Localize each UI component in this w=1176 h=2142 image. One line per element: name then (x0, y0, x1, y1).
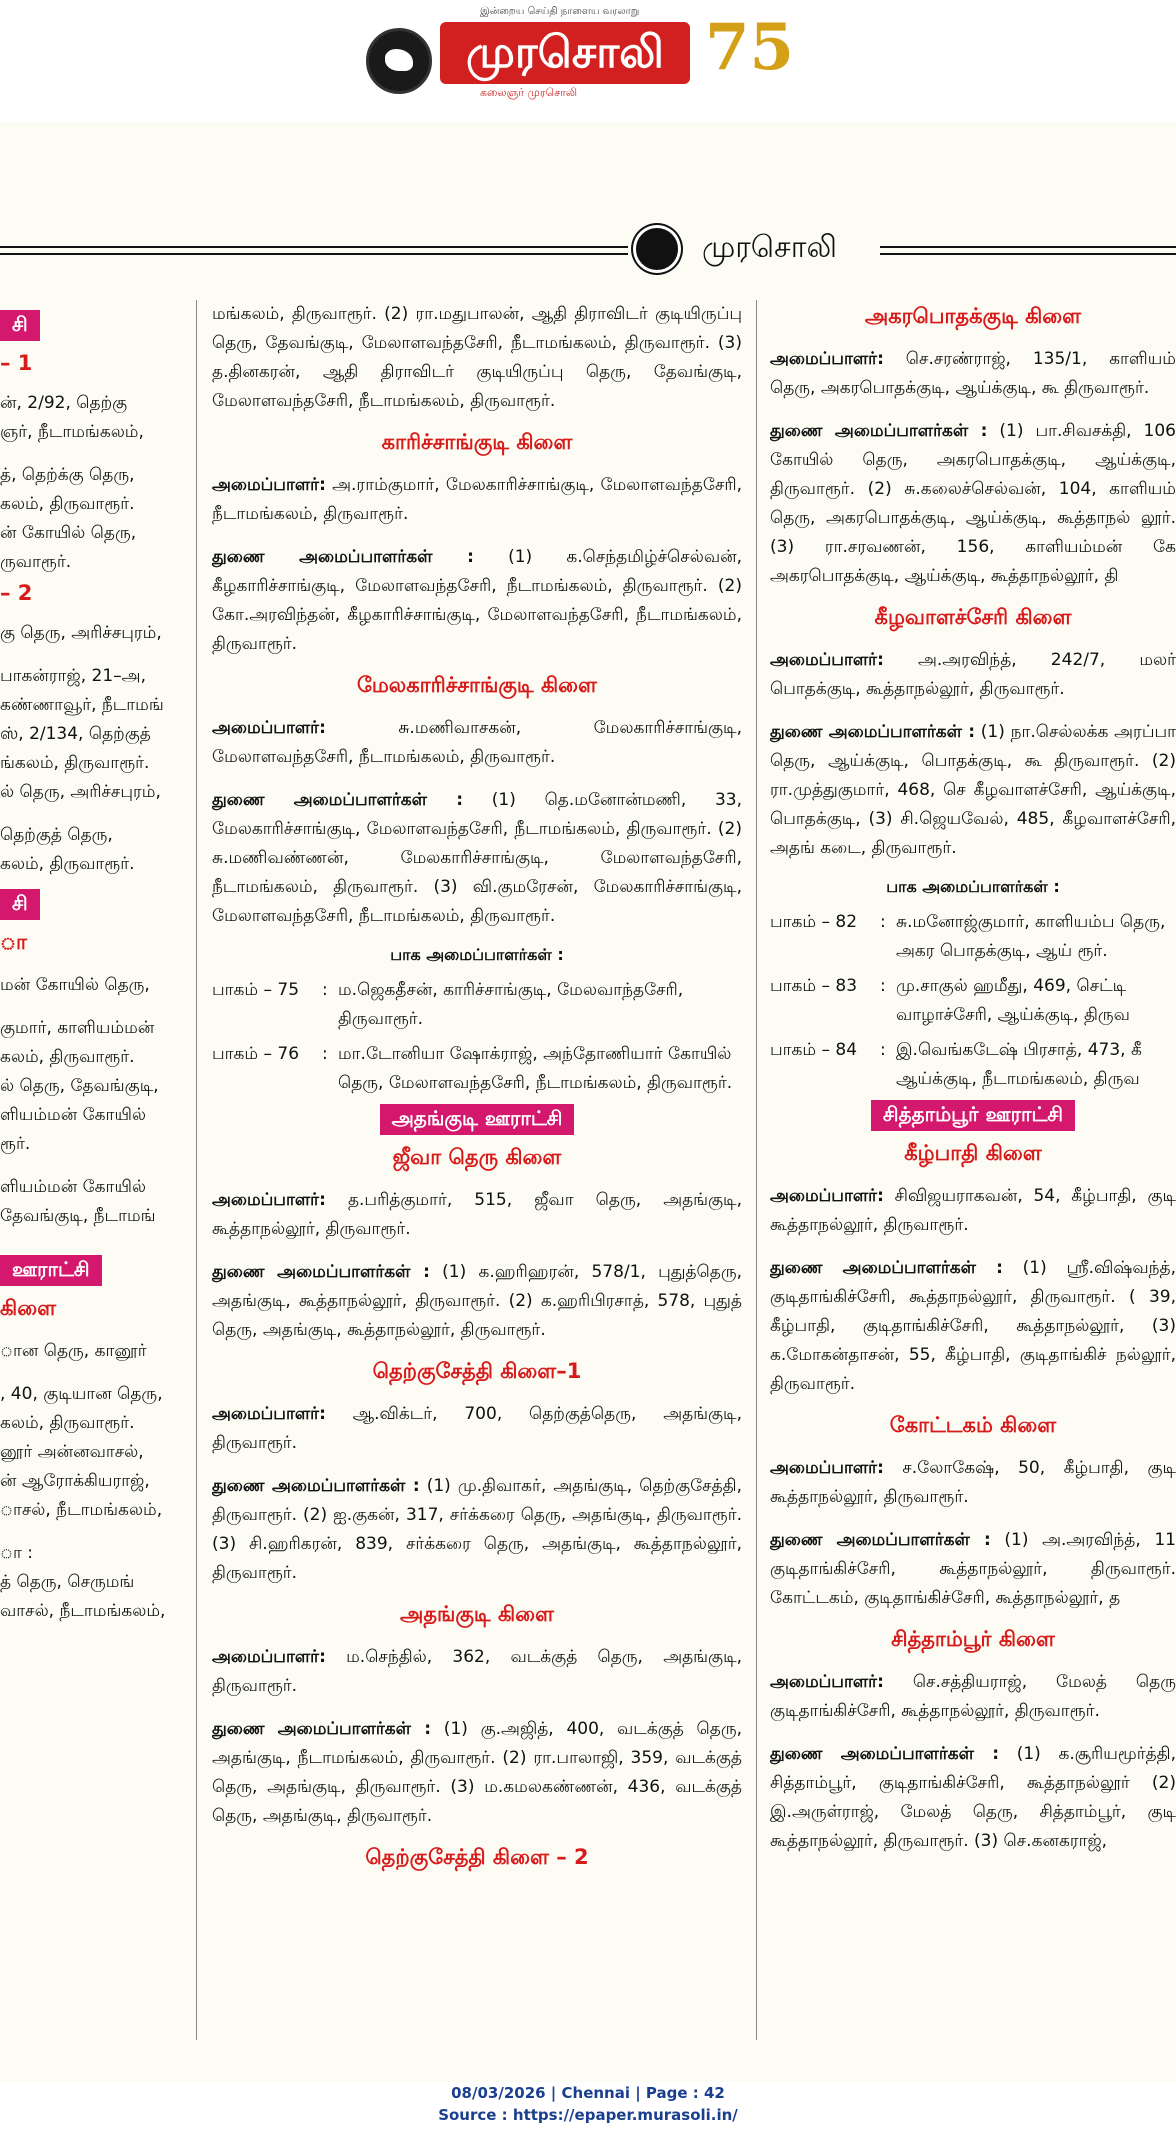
text-fragment: ா : (0, 1543, 33, 1563)
paragraph (212, 1472, 742, 1588)
label: அமைப்பாளர்: (212, 475, 326, 495)
branch-heading: தெற்குசேத்தி கிளை–1 (372, 1359, 582, 1383)
section-rule-right (880, 246, 1176, 255)
text-fragment: கலம், திருவாரூர். (0, 1047, 135, 1067)
paragraph (212, 1643, 742, 1701)
paragraph (770, 718, 1176, 863)
text-fragment: ஞர், நீடாமங்கலம், (0, 422, 144, 442)
text-fragment: ளியம்மன் கோயில் (0, 1105, 147, 1125)
text: (1) அ.அரவிந்த், 11 குடிதாங்கிச்சேரி, கூத்தாநல்லூர், திருவாரூர். கோட்டகம், குடிதாங்கிச்சேரி, கூத்தாநல்லூர், த (770, 1530, 1176, 1608)
text-fragment (0, 648, 190, 662)
section-name: முரசொலி (702, 230, 837, 265)
booth-row: பாகம் – 84 : இ.வெங்கடேஷ் பிரசாத், 473, கீ ஆய்க்குடி, நீடாமங்கலம், திருவ (770, 1036, 1176, 1094)
paragraph (212, 1400, 742, 1458)
text: (1) தெ.மனோன்மணி, 33, மேலகாரிச்சாங்குடி, மேலாளவந்தசேரி, நீடாமங்கலம், திருவாரூர். (2) சு.மணிவண்ணன், மேலகாரிச்சாங்குடி, மேலாளவந்தசேரி, நீடாமங்கலம், திருவாரூர். (3) வி.குமரேசன், மேலகாரிச்சாங்குடி, மேலாளவந்தசேரி, நீடாமங்கலம், திருவாரூர். (212, 790, 742, 926)
booth-number: பாகம் – 82 (770, 912, 858, 932)
branch-heading-fragment: – 2 (0, 581, 33, 605)
paragraph (770, 646, 1176, 704)
text-fragment: ன் ஆரோக்கியராஜ், (0, 1471, 150, 1491)
text-fragment: ாசல், நீடாமங்கலம், (0, 1500, 163, 1520)
label: துணை அமைப்பாளர்கள் : (770, 421, 988, 441)
paragraph (212, 1258, 742, 1345)
footer-date-line: 08/03/2026 | Chennai | Page : 42 (451, 2084, 725, 2102)
anniversary-75: 75 (705, 10, 795, 85)
text-fragment: ன், 2/92, தெற்கு (0, 393, 128, 413)
column-right (770, 300, 1176, 1870)
label: அமைப்பாளர்: (770, 1672, 884, 1692)
text-fragment: ளியம்மன் கோயில் (0, 1177, 147, 1197)
text-fragment: ருவாரூர். (0, 552, 72, 572)
text-fragment: மன் கோயில் தெரு, (0, 975, 150, 995)
label: துணை அமைப்பாளர்கள் : (212, 1719, 432, 1739)
label: அமைப்பாளர்: (770, 349, 884, 369)
logo-sub: கலைஞர் முரசொலி (480, 86, 578, 99)
label: துணை அமைப்பாளர்கள் : (770, 1530, 991, 1550)
text: ச.லோகேஷ், 50, கீழ்பாதி, குடி கூத்தாநல்லூர், திருவாரூர். (770, 1458, 1176, 1507)
text-fragment: ஸ், 2/134, தெற்குத் (0, 724, 151, 744)
label: அமைப்பாளர்: (212, 718, 326, 738)
text: அ.ராம்குமார், மேலகாரிச்சாங்குடி, மேலாளவந்தசேரி, நீடாமங்கலம், திருவாரூர். (212, 475, 742, 524)
paragraph (770, 1182, 1176, 1240)
text-fragment: த் தெரு, செருமங் (0, 1572, 135, 1592)
booth-row: பாகம் – 76 : மா.டோனியா ஷோக்ராஜ், அந்தோணியார் கோயில் தெரு, மேலாளவந்தசேரி, நீடாமங்கலம், திருவாரூர். (212, 1040, 742, 1098)
branch-heading-fragment: கிளை (0, 1296, 57, 1320)
text-fragment: கண்ணாவூர், நீடாமங் (0, 695, 164, 715)
text-fragment: ங்கலம், திருவாரூர். (0, 753, 150, 773)
booth-number: பாகம் – 84 (770, 1040, 858, 1060)
branch-heading: அகரபொதக்குடி கிளை (864, 304, 1082, 328)
label: துணை அமைப்பாளர்கள் : (770, 1258, 1003, 1278)
booth-row: பாகம் – 82 : சு.மனோஜ்குமார், காளியம்ப தெரு, அகர பொதக்குடி, ஆய் ரூர். (770, 908, 1176, 966)
text-fragment: ல் தெரு, அரிச்சபுரம், (0, 782, 161, 802)
paragraph (770, 1668, 1176, 1726)
booth-value: ம.ஜெகதீசன், காரிச்சாங்குடி, மேலவாந்தசேரி, திருவாரூர். (338, 980, 684, 1029)
text: அ.அரவிந்த், 242/7, மலர் பொதக்குடி, கூத்தாநல்லூர், திருவாரூர். (770, 650, 1176, 699)
text: (1) நா.செல்லக்க அரப்பா தெரு, ஆய்க்குடி, பொதக்குடி, கூ திருவாரூர். (2) ரா.முத்துகுமார், 468, செ கீழவாளச்சேரி, ஆய்க்குடி, பொதக்குடி, (3) சி.ஜெயவேல், 485, கீழவாளச்சேரி, அதங் கடை, திருவாரூர். (770, 722, 1176, 858)
text-fragment: தெற்குத் தெரு, (0, 825, 113, 845)
label: துணை அமைப்பாளர்கள் : (212, 1262, 430, 1282)
text-fragment: தேவங்குடி, நீடாமங் (0, 1206, 156, 1226)
sub-heading: பாக அமைப்பாளர்கள் : (886, 877, 1060, 896)
murasoli-logo (360, 8, 820, 108)
branch-heading: கோட்டகம் கிளை (889, 1413, 1057, 1437)
label: துணை அமைப்பாளர்கள் : (212, 790, 464, 810)
label: துணை அமைப்பாளர்கள் : (770, 722, 976, 742)
panchayat-tag: சித்தாம்பூர் ஊராட்சி (871, 1100, 1075, 1131)
text-fragment (0, 1366, 190, 1380)
panchayat-tag-fragment: ஊராட்சி (0, 1255, 102, 1286)
logo-tagline: இன்றைய செய்தி நாளைய வரலாறு (480, 6, 640, 17)
text: (1) ஸ்ரீ.விஷ்வந்த், குடிதாங்கிச்சேரி, கூத்தாநல்லூர், திருவாரூர். ( 39, கீழ்பாதி, குடிதாங்கிச்சேரி, கூத்தாநல்லூர், (3) க.மோகன்தாசன், 55, கீழ்பாதி, குடிதாங்கிச் நல்லூர், திருவாரூர். (770, 1258, 1176, 1394)
paragraph (212, 1715, 742, 1831)
branch-heading: காரிச்சாங்குடி கிளை (381, 430, 573, 454)
text-fragment: கு தெரு, அரிச்சபுரம், (0, 623, 162, 643)
footer-source-link[interactable]: Source : https://epaper.murasoli.in/ (438, 2106, 738, 2124)
branch-heading: மேலகாரிச்சாங்குடி கிளை (357, 673, 597, 697)
branch-heading: சித்தாம்பூர் கிளை (891, 1627, 1055, 1651)
label: அமைப்பாளர்: (212, 1647, 326, 1667)
text-fragment: த், தெற்க்கு தெரு, (0, 465, 135, 485)
text-fragment: ான தெரு, கானூர் (0, 1341, 147, 1361)
text: (1) பா.சிவசக்தி, 106 கோயில் தெரு, அகரபொதக்குடி, ஆய்க்குடி, திருவாரூர். (2) சு.கலைச்செல்வன், 104, காளியம் தெரு, அகரபொதக்குடி, ஆய்க்குடி, கூத்தாநல் லூர். (3) ரா.சரவணன், 156, காளியம்மன் கே அகரபொதக்குடி, ஆய்க்குடி, கூத்தாநல்லூர், தி (770, 421, 1176, 586)
text-fragment (0, 1525, 190, 1539)
text-fragment: குமார், காளியம்மன் (0, 1018, 155, 1038)
text-fragment (0, 807, 190, 821)
sub-heading: பாக அமைப்பாளர்கள் : (390, 945, 564, 964)
column-divider (196, 300, 197, 2040)
booth-number: பாகம் – 75 (212, 980, 300, 1000)
text: (1) க.சூரியமூர்த்தி, சித்தாம்பூர், குடிதாங்கிச்சேரி, கூத்தாநல்லூர் (2) இ.அருள்ராஜ், மேலத் தெரு, சித்தாம்பூர், குடி கூத்தாநல்லூர், திருவாரூர். (3) செ.கனகராஜ், (770, 1744, 1176, 1851)
booth-row: பாகம் – 75 : ம.ஜெகதீசன், காரிச்சாங்குடி, மேலவாந்தசேரி, திருவாரூர். (212, 976, 742, 1034)
text-fragment: வாசல், நீடாமங்கலம், (0, 1601, 166, 1621)
text-fragment: கலம், திருவாரூர். (0, 494, 135, 514)
text: ம.செந்தில், 362, வடக்குத் தெரு, அதங்குடி, திருவாரூர். (212, 1647, 742, 1696)
drum-seal-icon (636, 228, 678, 270)
column-middle (212, 300, 742, 1886)
text-fragment: கலம், திருவாரூர். (0, 854, 135, 874)
text-fragment (0, 447, 190, 461)
text-fragment: னூர் அன்னவாசல், (0, 1442, 144, 1462)
label: அமைப்பாளர்: (770, 650, 884, 670)
column-left (0, 300, 190, 1626)
logo-name: முரசொலி (440, 22, 690, 84)
masthead (0, 0, 1176, 120)
paragraph (770, 1254, 1176, 1399)
paragraph: மங்கலம், திருவாரூர். (2) ரா.மதுபாலன், ஆதி திராவிடர் குடியிருப்பு தெரு, தேவங்குடி, மேலாளவந்தசேரி, நீடாமங்கலம், திருவாரூர். (3) த.தினகரன், ஆதி திராவிடர் குடியிருப்பு தெரு, தேவங்குடி, மேலாளவந்தசேரி, நீடாமங்கலம், திருவாரூர். (212, 304, 742, 411)
label: அமைப்பாளர்: (770, 1186, 884, 1206)
booth-row: பாகம் – 83 : மு.சாகுல் ஹமீது, 469, செட்டி வாழாச்சேரி, ஆய்க்குடி, திருவ (770, 972, 1176, 1030)
paragraph (212, 1186, 742, 1244)
branch-heading: கீழவாளச்சேரி கிளை (874, 605, 1072, 629)
paragraph (770, 345, 1176, 403)
text-fragment (0, 1000, 190, 1014)
panchayat-tag-fragment: சி (0, 889, 40, 920)
section-header (0, 228, 1176, 268)
paragraph (770, 1454, 1176, 1512)
text-fragment: ல் தெரு, தேவங்குடி, (0, 1076, 159, 1096)
text: (1) க.செந்தமிழ்ச்செல்வன், கீழகாரிச்சாங்குடி, மேலாளவந்தசேரி, நீடாமங்கலம், திருவாரூர். (2) கோ.அரவிந்தன், கீழகாரிச்சாங்குடி, மேலாளவந்தசேரி, நீடாமங்கலம், திருவாரூர். (212, 547, 742, 654)
paragraph (212, 543, 742, 659)
text: (1) மு.திவாகர், அதங்குடி, தெற்குசேத்தி, திருவாரூர். (2) ஐ.குகன், 317, சர்க்கரை தெரு, அதங்குடி, திருவாரூர். (3) சி.ஹரிகரன், 839, சர்க்கரை தெரு, அதங்குடி, கூத்தாநல்லூர், திருவாரூர். (212, 1476, 742, 1583)
booth-value: மு.சாகுல் ஹமீது, 469, செட்டி வாழாச்சேரி, ஆய்க்குடி, திருவ (896, 976, 1130, 1025)
booth-number: பாகம் – 83 (770, 976, 858, 996)
section-rule-left (0, 246, 628, 255)
text: சு.மணிவாசகன், மேலகாரிச்சாங்குடி, மேலாளவந்தசேரி, நீடாமங்கலம், திருவாரூர். (212, 718, 742, 767)
branch-heading: ஜீவா தெரு கிளை (392, 1145, 562, 1169)
label: துணை அமைப்பாளர்கள் : (212, 1476, 420, 1496)
booth-value: சு.மனோஜ்குமார், காளியம்ப தெரு, அகர பொதக்குடி, ஆய் ரூர். (896, 912, 1166, 961)
booth-value: மா.டோனியா ஷோக்ராஜ், அந்தோணியார் கோயில் தெரு, மேலாளவந்தசேரி, நீடாமங்கலம், திருவாரூர். (338, 1044, 733, 1093)
text-fragment: , 40, குடியான தெரு, (0, 1384, 163, 1404)
text-fragment: கலம், திருவாரூர். (0, 1413, 135, 1433)
page-footer (0, 2082, 1176, 2142)
paragraph (770, 1740, 1176, 1856)
text: (1) கு.அஜித், 400, வடக்குத் தெரு, அதங்குடி, நீடாமங்கலம், திருவாரூர். (2) ரா.பாலாஜி, 359, வடக்குத் தெரு, அதங்குடி, திருவாரூர். (3) ம.கமலகண்ணன், 436, வடக்குத் தெரு, அதங்குடி, திருவாரூர். (212, 1719, 742, 1826)
text: ஆ.விக்டர், 700, தெற்குத்தெரு, அதங்குடி, திருவாரூர். (212, 1404, 742, 1453)
paragraph (770, 417, 1176, 591)
text-fragment: ன் கோயில் தெரு, (0, 523, 137, 543)
branch-heading: தெற்குசேத்தி கிளை – 2 (365, 1845, 589, 1869)
text: த.பரித்குமார், 515, ஜீவா தெரு, அதங்குடி, கூத்தாநல்லூர், திருவாரூர். (212, 1190, 742, 1239)
booth-value: இ.வெங்கடேஷ் பிரசாத், 473, கீ ஆய்க்குடி, நீடாமங்கலம், திருவ (896, 1040, 1142, 1089)
text-fragment: பாகன்ராஜ், 21–அ, (0, 666, 146, 686)
paragraph (212, 471, 742, 529)
label: துணை அமைப்பாளர்கள் : (212, 547, 474, 567)
panchayat-tag: அதங்குடி ஊராட்சி (380, 1104, 575, 1135)
paragraph (212, 714, 742, 772)
branch-heading-fragment: ா (0, 930, 27, 954)
text: சிவிஜயராகவன், 54, கீழ்பாதி, குடி கூத்தாநல்லூர், திருவாரூர். (770, 1186, 1176, 1235)
text-fragment: ரூர். (0, 1134, 31, 1154)
label: அமைப்பாளர்: (770, 1458, 884, 1478)
text-fragment (0, 1159, 190, 1173)
booth-number: பாகம் – 76 (212, 1044, 300, 1064)
text-fragment (0, 1231, 190, 1245)
panchayat-tag-fragment: சி (0, 310, 40, 341)
label: துணை அமைப்பாளர்கள் : (770, 1744, 999, 1764)
drum-seal-icon (366, 28, 432, 94)
branch-heading: கீழ்பாதி கிளை (904, 1141, 1042, 1165)
text: செ.சத்தியராஜ், மேலத் தெரு குடிதாங்கிச்சேரி, கூத்தாநல்லூர், திருவாரூர். (770, 1672, 1176, 1721)
branch-heading-fragment: – 1 (0, 351, 33, 375)
column-divider (756, 300, 757, 2040)
text: செ.சரண்ராஜ், 135/1, காளியம் தெரு, அகரபொதக்குடி, ஆய்க்குடி, கூ திருவாரூர். (770, 349, 1176, 398)
branch-heading: அதங்குடி கிளை (399, 1602, 554, 1626)
paragraph (212, 786, 742, 931)
paragraph (770, 1526, 1176, 1613)
label: அமைப்பாளர்: (212, 1190, 326, 1210)
text: (1) க.ஹரிஹரன், 578/1, புதுத்தெரு, அதங்குடி, கூத்தாநல்லூர், திருவாரூர். (2) க.ஹரிபிரசாத், 578, புதுத் தெரு, அதங்குடி, கூத்தாநல்லூர், திருவாரூர். (212, 1262, 742, 1340)
label: அமைப்பாளர்: (212, 1404, 326, 1424)
